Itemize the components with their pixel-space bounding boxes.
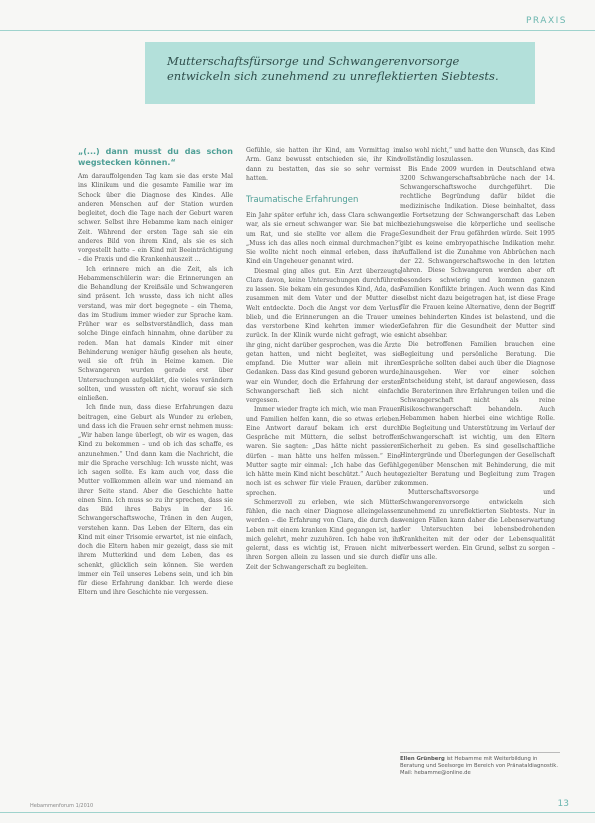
teaser-box bbox=[145, 42, 535, 104]
column-2-paragraph: Immer wieder fragte ich mich, wie man Frauen und Familien helfen kann, die so etwas erleben. Eine Antwort darauf bekam ich erst durch Gespräche mit Müttern, die selbst betroffen waren. Sie sagten: „Das hätte nicht passieren dürfen – man hätte uns helfen müssen.“ Eine Mutter sagte mir einmal: „Ich habe das Gefühl, ich hätte mein Kind nicht beschützt.“ Auch heute noch ist es schwer für viele Frauen, darüber zu sprechen. bbox=[246, 406, 401, 497]
header-rule bbox=[0, 30, 595, 31]
column-2-heading: Traumatische Erfahrungen bbox=[246, 195, 359, 205]
column-3-paragraph: Mutterschaftsvorsorge und Schwangerenvorsorge entwickeln sich zunehmend zu unreflektierten Siebtests. Nur in wenigen Fällen kann daher die Lebenserwartung der Untersuchten bei lebensbedrohenden Krankheiten mit der oder der Lebensqualität verbessert werden. Ein Grund, selbst zu sorgen – für uns alle. bbox=[400, 489, 555, 561]
column-2-paragraph: Diesmal ging alles gut. Ein Arzt überzeugte Clara davon, keine Untersuchungen durchführen zu lassen. Sie bekam ein gesundes Kind, Ada, das zusammen mit dem Vater und der Mutter die Welt entdeckte. Doch die Angst vor dem Verlust blieb, und die Erinnerungen an die Trauer um das verstorbene Kind kehrten immer wieder zurück. In der Klinik wurde nicht gefragt, wie es ihr ging, nicht darüber gesprochen, was die Ärzte getan hatten, und nicht begleitet, was sie empfand. Die Mutter war allein mit ihren Gedanken. Dass das Kind gesund geboren wurde, war ein Wunder, doch die Erfahrung der ersten Schwangerschaft ließ sich nicht einfach vergessen. bbox=[246, 267, 401, 404]
column-2-paragraph: Ein Jahr später erfuhr ich, dass Clara schwanger war, als sie erneut schwanger war. Sie bat mich um Rat, und sie stellte vor allem die Frage: „Muss ich das alles noch einmal durchmachen?“ Sie wollte nicht noch einmal erleben, dass ihr Kind ein Ungeheuer genannt wird. bbox=[246, 212, 401, 266]
column-1 bbox=[78, 146, 233, 598]
section-label: PRAXIS bbox=[525, 16, 567, 26]
column-1-heading: „(...) dann musst du das schon wegstecken können.“ bbox=[78, 147, 233, 167]
column-2-paragraph: Schmerzvoll zu erleben, wie sich Mütter fühlen, die nach einer Diagnose alleingelassen werden – die Erfahrung von Clara, die durch das Leben mit einem kranken Kind gegangen ist, hat mich gelehrt, mehr zuzuhören. Ich habe von ihr gelernt, dass es wichtig ist, Frauen nicht mit ihren Sorgen allein zu lassen und sie durch die Zeit der Schwangerschaft zu begleiten. bbox=[246, 498, 401, 571]
column-3-paragraph: Bis Ende 2009 wurden in Deutschland etwa 3200 Schwangerschaftsabbrüche nach der 14. Schwangerschaftswoche durchgeführt. Die rechtliche Begründung dafür bildet die medizinische Indikation. Diese beinhaltet, dass die Fortsetzung der Schwangerschaft das Leben beziehungsweise die körperliche und seelische Gesundheit der Frau gefährden würde. Seit 1995 gibt es keine embryopathische Indikation mehr. Auffallend ist die Zunahme von Abbrüchen nach der 22. Schwangerschaftswoche in den letzten Jahren. Diese Schwangeren werden aber oft besonders schwierig und kommen ganzen Familien Konflikte bringen. Auch wenn das Kind selbst nicht dazu beigetragen hat, ist diese Frage für die Frauen keine Alternative, denn der Begriff eines behinderten Kindes ist belastend, und die Gefahren für die Gesundheit der Mutter sind nicht absehbar. bbox=[400, 165, 555, 339]
column-1-paragraph: Ich finde nun, dass diese Erfahrungen dazu beitragen, eine Geburt als Wunder zu erleben, und dass ich die Frauen sehr ernst nehmen muss: „Wir haben lange überlegt, ob wir es wagen, das Kind zu bekommen – und ob ich das schaffe, es anzunehmen.“ Und dann kam die Nachricht, die mir die Sprache verschlug: Ich wusste nicht, was ich sagen sollte. Es kam auch vor, dass die Mutter vollkommen allein war und niemand an ihrer Seite stand. Aber die Geschichte hatte einen Sinn. Ich muss so zu ihr sprechen, dass sie das Bild ihres Babys in der 16. Schwangerschaftswoche, Tränen in den Augen, verstehen kann. Das Leben der Eltern, das ein Kind mit einer Trisomie erwartet, ist nie einfach, doch die Eltern haben mir gezeigt, dass sie mit ihrem Mutterkind und dem Leben, das es schenkt, glücklich sein können. Sie werden immer ein Teil unseres Lebens sein, und ich bin für diese Erfahrung dankbar. Ich werde diese Eltern und ihre Geschichte nie vergessen. bbox=[78, 404, 233, 597]
column-3-paragraph: Die betroffenen Familien brauchen eine Begleitung und persönliche Beratung. Die Gespräche sollten dabei auch über die Diagnose hinausgehen. Wer vor einer solchen Entscheidung steht, ist darauf angewiesen, dass die Beraterinnen ihre Erfahrungen teilen und die Schwangerschaft nicht als reine Risikoschwangerschaft behandeln. Auch Hebammen haben hierbei eine wichtige Rolle. Die Begleitung und Unterstützung im Verlauf der Schwangerschaft ist wichtig, um den Eltern Sicherheit zu geben. Es sind gesellschaftliche Hintergründe und Überlegungen der Gesellschaft gegenüber Menschen mit Behinderung, die mit gezielter Beratung und Begleitung zum Tragen kommen. bbox=[400, 341, 555, 487]
footer-publication: Hebammenforum 1/2010 bbox=[30, 803, 94, 809]
teaser-line-2: entwickeln sich zunehmend zu unreflektierten Siebtests. bbox=[167, 69, 499, 83]
column-1-paragraph: Am darauffolgenden Tag kam sie das erste Mal ins Klinikum und die gesamte Familie war im Schock über die Diagnose des Kindes. Alle anderen Menschen auf der Station wurden begleitet, doch die Tage nach der Geburt waren schwer. Selbst ihre Hebamme kam nach einiger Zeit. Während der ersten Tage sah sie ein anderes Bild von ihrem Kind, als sie es sich vorgestellt hatte – ein Kind mit Beeinträchtigung – die Praxis und die Krankenhauszeit ... bbox=[78, 173, 233, 264]
column-2 bbox=[246, 146, 401, 572]
column-2-intro: Gefühle, sie hatten ihr Kind, am Vormittag im Arm. Ganz bewusst entschieden sie, ihr Kind dann zu bestatten, das sie so sehr vermisst hatten. bbox=[246, 147, 401, 182]
column-3 bbox=[400, 146, 555, 562]
author-name: Ellen Grünberg bbox=[400, 756, 445, 762]
author-box bbox=[400, 752, 560, 777]
column-3-paragraph: also wohl nicht,“ und hatte den Wunsch, das Kind vollständig loszulassen. bbox=[400, 147, 555, 164]
footer-rule bbox=[0, 812, 595, 813]
teaser-line-1: Mutterschaftsfürsorge und Schwangerenvorsorge bbox=[167, 54, 460, 68]
author-contact: Mail: hebamme@online.de bbox=[400, 770, 471, 776]
author-bio: ist Hebamme mit Weiterbildung in Beratung und Seelsorge im Bereich von Pränataldiagnostik. bbox=[400, 756, 559, 769]
page-number: 13 bbox=[557, 799, 569, 809]
column-1-paragraph: Ich erinnere mich an die Zeit, als ich Hebammenschülerin war: die Erinnerungen an die Behandlung der Kreißsäle und Schwangeren sind präsent. Ich wusste, dass ich nicht alles verstand, was mir dort begegnete – ein Thema, das im Studium immer wieder zur Sprache kam. Früher war es selbstverständlich, dass man solche Dinge einfach hinnahm, ohne darüber zu reden. Man hat damals Kinder mit einer Behinderung weniger häufig gesehen als heute, weil sie oft früh in Heime kamen. Die Schwangeren wurden gerade erst über Untersuchungen aufgeklärt, die vieles verändern sollten, und wussten oft nicht, worauf sie sich einließen. bbox=[78, 265, 233, 402]
